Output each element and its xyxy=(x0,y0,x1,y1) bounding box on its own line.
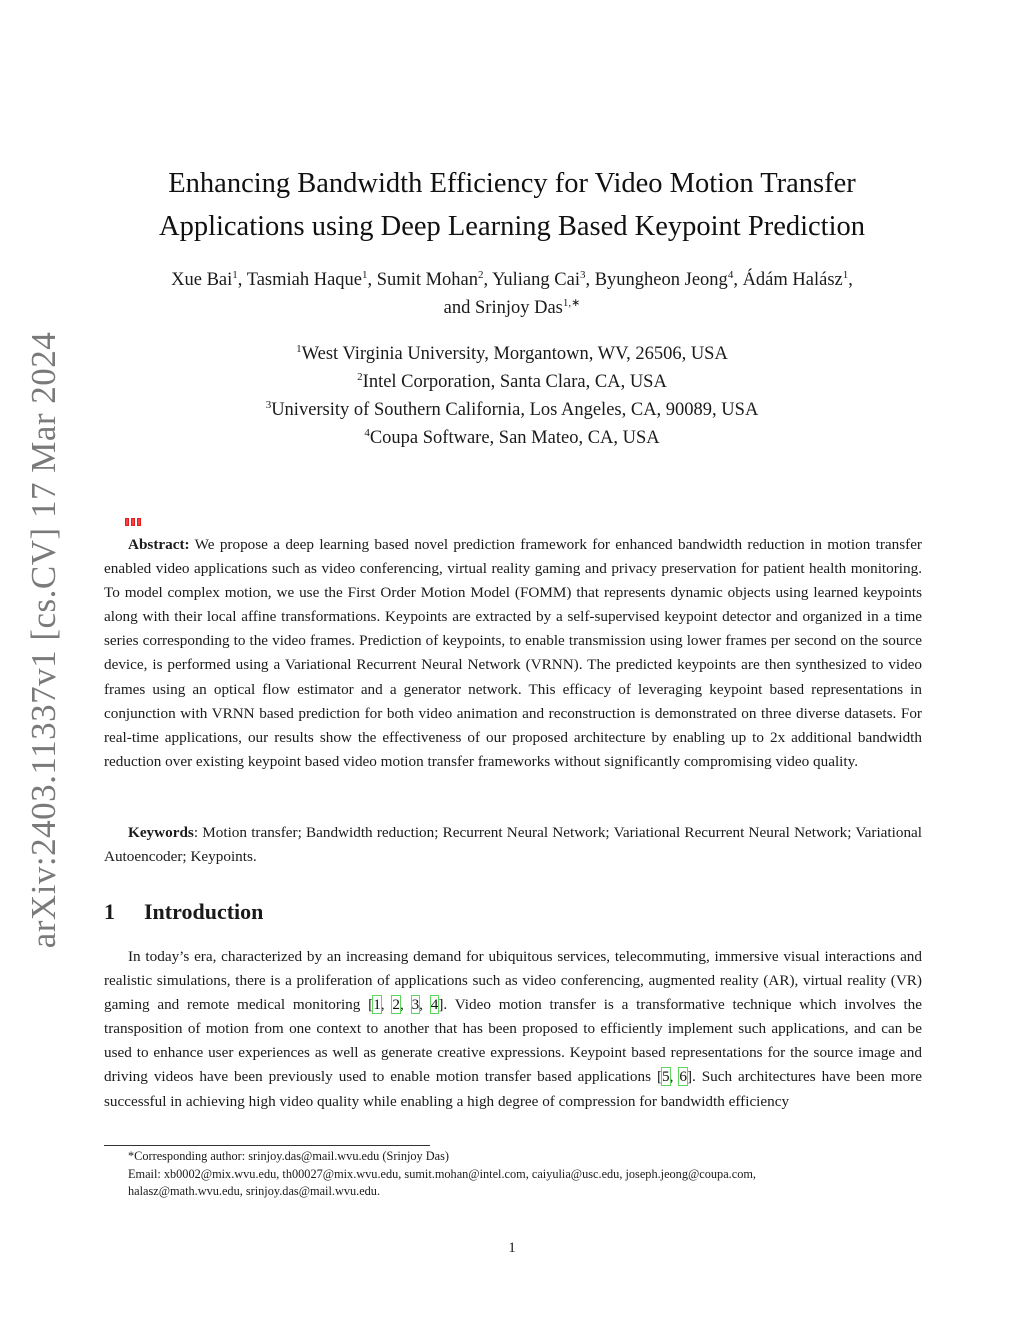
keywords-paragraph xyxy=(104,821,922,869)
citation-link[interactable]: 1 xyxy=(373,996,381,1014)
footnote-divider xyxy=(104,1145,430,1146)
section-heading-introduction xyxy=(104,899,263,925)
author-affiliation-mark: 1 xyxy=(842,269,849,281)
section-number: 1 xyxy=(104,899,115,924)
author-line-2 xyxy=(104,294,920,322)
affiliation-list xyxy=(104,340,920,452)
paper-title xyxy=(104,162,920,248)
abstract-label: Abstract: xyxy=(128,536,190,553)
author-name: Ádám Halász xyxy=(742,270,843,290)
author-list xyxy=(104,266,920,322)
author-affiliation-mark: 1 xyxy=(232,269,238,281)
affiliation-item: $^1$West Virginia University, Morgantown, WV, 26506, USA xyxy=(296,343,728,364)
title-line-2: Applications using Deep Learning Based Keypoint Prediction xyxy=(158,211,865,242)
annotation-marker-icon[interactable] xyxy=(125,518,141,526)
citation-link[interactable]: 2 xyxy=(392,996,400,1014)
section-title: Introduction xyxy=(144,899,264,924)
author-affiliation-mark: 1 xyxy=(362,269,368,281)
citation-link[interactable]: 6 xyxy=(679,1068,687,1086)
author-affiliation-mark: 4 xyxy=(727,269,734,281)
author-name: Sumit Mohan xyxy=(376,270,479,290)
author-name: Byungheon Jeong xyxy=(594,270,728,290)
citation-link[interactable]: 3 xyxy=(411,996,420,1014)
arxiv-identifier[interactable]: arXiv:2403.11337v1 [cs.CV] 17 Mar 2024 xyxy=(24,331,63,949)
affiliation-item: $^3$University of Southern California, Los Angeles, CA, 90089, USA xyxy=(265,399,759,420)
author-affiliation-mark: 3 xyxy=(579,269,586,281)
introduction-paragraph: In today’s era, characterized by an increasing demand for ubiquitous services, telecommuting, immersive visual interactions and realistic simulations, there is a proliferation of applications such as video conferencing, augmented reality (AR), virtual reality (VR) gaming and remote medical monitoring [1, 2, 3, 4]. Video motion transfer is a transformative technique which involves the transposition of motion from one context to another that has been proposed to efficiently implement such applications, and can be used to enhance user experiences as well as generate creative expressions. Keypoint based representations for the source image and driving videos have been previously used to enable motion transfer based applications [5, 6]. Such architectures have been more successful in achieving high video quality while enabling a high degree of compression for bandwidth efficiency xyxy=(104,948,923,1110)
footnotes xyxy=(104,1148,922,1201)
author-affiliation-mark: 2 xyxy=(478,269,484,281)
author-name: Tasmiah Haque xyxy=(246,270,363,290)
abstract-paragraph xyxy=(104,533,922,774)
title-line-1: Enhancing Bandwidth Efficiency for Video Motion Transfer xyxy=(168,168,856,199)
author-name: Xue Bai xyxy=(171,270,233,290)
author-name: Srinjoy Das xyxy=(475,298,563,318)
keywords-label: Keywords xyxy=(128,824,194,841)
affiliation-item: $^4$Coupa Software, San Mateo, CA, USA xyxy=(364,427,660,448)
citation-link[interactable]: 5 xyxy=(662,1068,670,1086)
footnote-emails-line-1: Email: xb0002@mix.wvu.edu, th00027@mix.wvu.edu, sumit.mohan@intel.com, caiyulia@usc.edu, joseph.jeong@coupa.com, xyxy=(128,1166,756,1181)
author-line-1: Xue Bai$^1$, Tasmiah Haque$^1$, Sumit Mohan$^2$, Yuliang Cai$^3$, Byungheon Jeong$^4$, Ádám Halász$^1$, xyxy=(171,269,853,290)
keywords-text: : Motion transfer; Bandwidth reduction; Recurrent Neural Network; Variational Recurrent Neural Network; Variational Autoencoder; Keypoints. xyxy=(104,824,922,866)
citation-link[interactable]: 4 xyxy=(430,996,439,1014)
footnote-corresponding-author: *Corresponding author: srinjoy.das@mail.wvu.edu (Srinjoy Das) xyxy=(128,1149,449,1163)
author-affiliation-mark: 1,∗ xyxy=(562,297,581,309)
affiliation-item: $^2$Intel Corporation, Santa Clara, CA, USA xyxy=(357,371,667,392)
author-name: Yuliang Cai xyxy=(492,270,580,290)
abstract-text: We propose a deep learning based novel prediction framework for enhanced bandwidth reduction in motion transfer enabled video applications such as video conferencing, virtual reality gaming and privacy preservation for patient health monitoring. To model complex motion, we use the First Order Motion Model (FOMM) that represents dynamic objects using learned keypoints along with their local affine transformations. Keypoints are extracted by a self-supervised keypoint detector and organized in a time series corresponding to the video frames. Prediction of keypoints, to enable transmission using lower frames per second on the source device, is performed using a Variational Recurrent Neural Network (VRNN). The predicted keypoints are then synthesized to video frames using an optical flow estimator and a generator network. This efficacy of leveraging keypoint based representations in conjunction with VRNN based prediction for both video animation and reconstruction is demonstrated on three diverse datasets. For real-time applications, our results show the effectiveness of our proposed architecture by enabling up to 2x additional bandwidth reduction over existing keypoint based video motion transfer frameworks without significantly compromising video quality. xyxy=(104,536,922,770)
footnote-emails-line-2: halasz@math.wvu.edu, srinjoy.das@mail.wvu.edu. xyxy=(128,1184,381,1198)
page-number: 1 xyxy=(508,1240,516,1256)
author-conjunction: and xyxy=(443,298,471,318)
